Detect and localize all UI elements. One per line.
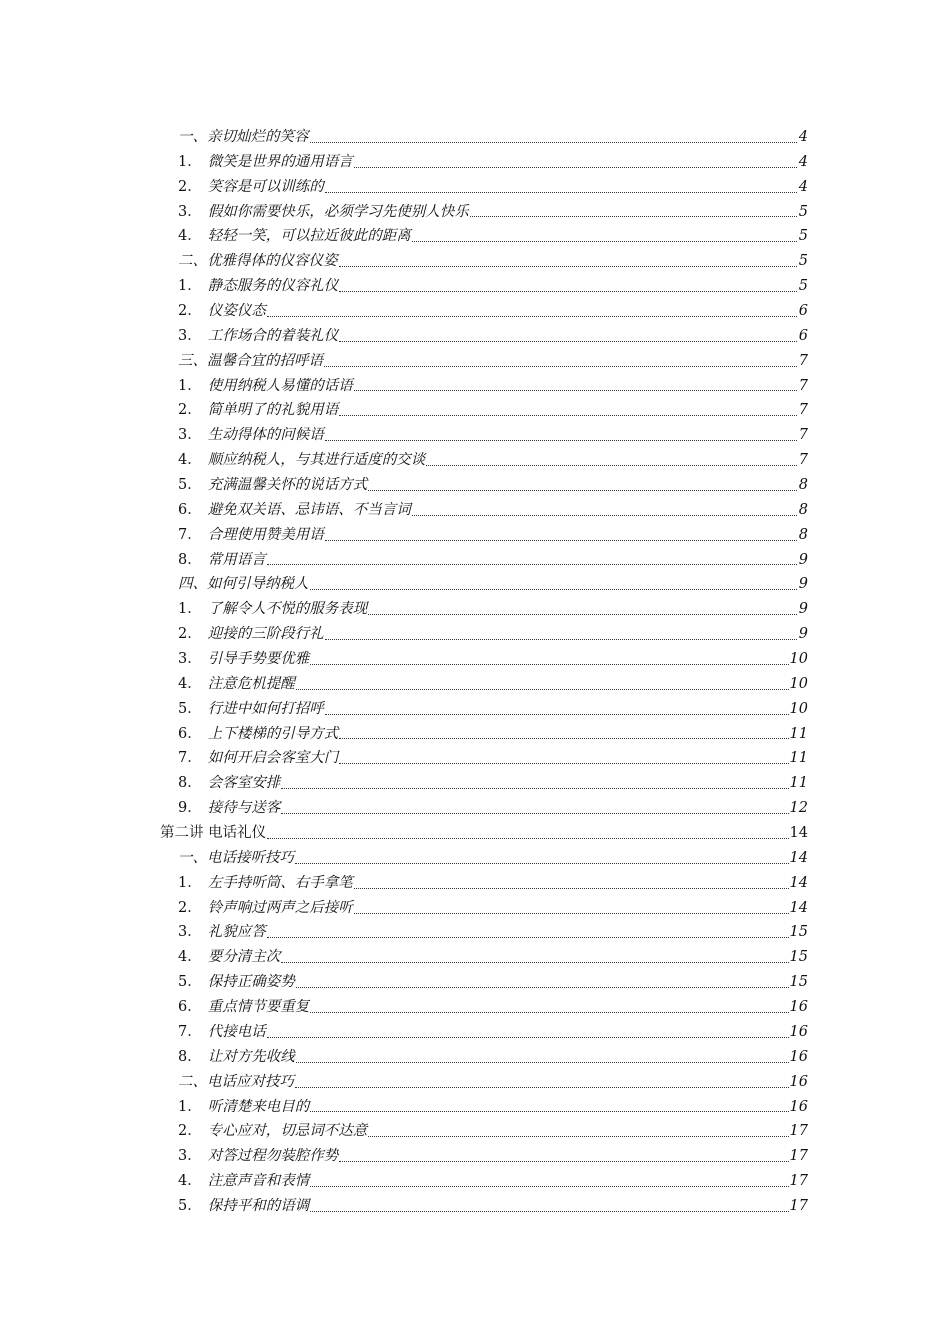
toc-entry-label [178,647,309,672]
toc-entry-label [178,622,324,647]
toc-entry-title: 礼貌应答 [207,924,266,941]
toc-entry-page-number: 15 [789,974,808,991]
dot-leader [310,1011,788,1013]
toc-entry[interactable] [160,597,808,622]
toc-entry-page-number: 7 [798,452,808,469]
toc-entry[interactable] [160,324,808,349]
toc-entry-label [178,249,338,274]
toc-entry-label [178,672,295,697]
toc-entry[interactable] [160,622,808,647]
toc-entry[interactable] [160,672,808,697]
toc-entry-page-number: 5 [798,278,808,295]
toc-entry-number: 3． [178,203,202,220]
toc-entry-title: 简单明了的礼貌用语 [207,402,339,419]
toc-entry[interactable] [160,548,808,573]
toc-entry-number: 1． [178,377,202,394]
dot-leader [339,1160,788,1162]
dot-leader [295,862,789,864]
toc-entry-title: 如何开启会客室大门 [207,750,339,767]
toc-entry-number: 1． [178,153,202,170]
toc-entry-number: 4． [178,675,202,692]
toc-entry-title: 第二讲 电话礼仪 [160,825,267,842]
toc-entry-label [178,200,469,225]
toc-entry-title: 引导手势要优雅 [207,651,310,668]
toc-entry-number: 1． [178,874,202,891]
toc-entry[interactable] [160,224,808,249]
toc-entry-page-number: 9 [798,601,808,618]
dot-leader [296,688,789,690]
toc-entry-number: 3． [178,1148,202,1165]
toc-entry-label [178,771,280,796]
toc-entry-page-number: 5 [798,203,808,220]
toc-entry-number: 1． [178,601,202,618]
dot-leader [339,290,797,292]
dot-leader [267,563,797,565]
toc-entry-page-number: 15 [789,949,808,966]
toc-entry-label [178,175,324,200]
toc-entry-number: 2． [178,303,202,319]
toc-entry-title: 四、如何引导纳税人 [178,576,309,593]
toc-entry-number: 4． [178,452,202,469]
toc-entry-title: 仪姿仪态 [207,303,266,319]
dot-leader [267,837,788,839]
toc-entry-label [178,920,266,945]
toc-entry-label [178,1045,295,1070]
toc-entry-title: 会客室安排 [207,775,281,792]
toc-entry-number: 8． [178,775,202,792]
toc-entry-label [178,1144,338,1169]
toc-entry-title: 注意危机提醒 [207,675,295,692]
toc-entry-page-number: 16 [789,1073,808,1090]
toc-entry-number: 3． [178,327,202,344]
toc-entry-label [178,125,309,150]
toc-entry[interactable] [160,200,808,225]
toc-entry-page-number: 8 [798,477,808,494]
toc-entry-page-number: 17 [789,1123,808,1140]
toc-entry-number: 8． [178,551,202,568]
toc-entry-number: 1． [178,1098,202,1115]
toc-entry-page-number: 9 [798,576,808,593]
dot-leader [368,613,797,615]
toc-entry[interactable] [160,821,808,846]
toc-entry-label [178,473,367,498]
toc-entry-label [178,597,367,622]
toc-entry-label [178,995,309,1020]
toc-entry-page-number: 10 [789,651,808,668]
toc-entry-page-number: 10 [789,700,808,717]
toc-entry[interactable] [160,1119,808,1144]
dot-leader [310,1210,788,1212]
dot-leader [296,986,789,988]
toc-entry-title: 专心应对，切忌词不达意 [207,1123,368,1140]
dot-leader [412,514,797,516]
toc-entry-title: 使用纳税人易懂的话语 [207,377,353,394]
toc-entry-page-number: 9 [798,551,808,568]
toc-entry-number: 7． [178,750,202,767]
toc-entry-title: 充满温馨关怀的说话方式 [207,477,368,494]
toc-entry[interactable] [160,995,808,1020]
toc-entry[interactable] [160,722,808,747]
dot-leader [267,315,797,317]
toc-entry-label [160,821,266,846]
toc-entry[interactable] [160,473,808,498]
toc-entry[interactable] [160,572,808,597]
dot-leader [310,663,788,665]
toc-entry-label [178,224,411,249]
dot-leader [412,240,797,242]
dot-leader [325,191,797,193]
toc-entry-page-number: 12 [789,800,808,817]
toc-entry-number: 5． [178,1197,202,1214]
toc-entry-label [178,324,338,349]
dot-leader [310,1185,788,1187]
toc-entry-title: 微笑是世界的通用语言 [207,153,353,170]
toc-entry-label [178,299,266,324]
dot-leader [354,887,789,889]
toc-entry-label [178,796,280,821]
toc-entry-title: 二、优雅得体的仪容仪姿 [178,253,338,270]
toc-entry-title: 接待与送客 [207,800,281,817]
toc-entry[interactable] [160,423,808,448]
dot-leader [339,737,788,739]
toc-entry-label [178,871,353,896]
toc-entry-number: 2． [178,899,202,916]
toc-entry-number: 2． [178,178,202,195]
toc-entry-label [178,1070,294,1095]
toc-entry-number: 6． [178,501,202,518]
toc-entry-page-number: 16 [789,1023,808,1040]
toc-entry-page-number: 17 [789,1197,808,1214]
toc-entry-number: 4． [178,1173,202,1190]
dot-leader [281,961,788,963]
toc-entry[interactable] [160,349,808,374]
dot-leader [295,1086,789,1088]
toc-entry-number: 5． [178,974,202,991]
toc-entry-page-number: 8 [798,526,808,543]
toc-entry-title: 三、温馨合宜的招呼语 [178,352,323,369]
toc-entry-page-number: 6 [798,303,808,319]
toc-entry-label [178,150,353,175]
toc-entry[interactable] [160,125,808,150]
toc-entry-title: 常用语言 [207,551,266,568]
dot-leader [281,787,788,789]
toc-entry[interactable] [160,274,808,299]
dot-leader [470,215,797,217]
toc-entry-page-number: 14 [789,899,808,916]
dot-leader [339,265,798,267]
toc-entry-page-number: 5 [798,253,808,270]
toc-entry-number: 9． [178,800,202,817]
dot-leader [325,539,797,541]
dot-leader [267,936,789,938]
toc-entry[interactable] [160,523,808,548]
toc-entry-title: 静态服务的仪容礼仪 [207,278,339,295]
toc-entry-title: 了解令人不悦的服务表现 [207,601,368,618]
toc-entry-title: 假如你需要快乐，必须学习先使别人快乐 [207,203,469,220]
toc-entry-label [178,548,266,573]
toc-entry[interactable] [160,398,808,423]
dot-leader [324,365,797,367]
toc-entry-title: 轻轻一笑，可以拉近彼此的距离 [207,228,411,245]
toc-entry-title: 迎接的三阶段行礼 [207,626,324,643]
toc-entry-number: 4． [178,228,202,245]
toc-entry-title: 对答过程勿装腔作势 [207,1148,339,1165]
toc-entry-label [178,523,324,548]
dot-leader [267,1036,789,1038]
dot-leader [339,414,797,416]
toc-entry-title: 避免双关语、忌讳语、不当言词 [207,501,411,518]
toc-entry-title: 生动得体的问候语 [207,427,324,444]
toc-entry[interactable] [160,1169,808,1194]
toc-entry-label [178,448,425,473]
toc-entry[interactable] [160,970,808,995]
toc-entry[interactable] [160,374,808,399]
toc-entry-page-number: 17 [789,1173,808,1190]
toc-entry-page-number: 7 [798,352,808,369]
toc-entry-title: 听清楚来电目的 [207,1098,310,1115]
toc-entry-page-number: 14 [789,849,808,866]
toc-entry[interactable] [160,697,808,722]
toc-entry-title: 保持平和的语调 [207,1197,310,1214]
toc-entry-page-number: 9 [798,626,808,643]
toc-entry-title: 保持正确姿势 [207,974,295,991]
toc-entry-title: 代接电话 [207,1023,266,1040]
toc-entry-number: 8． [178,1048,202,1065]
toc-entry-label [178,1194,309,1219]
dot-leader [339,762,788,764]
toc-entry-label [178,423,324,448]
toc-entry-page-number: 6 [798,327,808,344]
toc-entry-page-number: 16 [789,999,808,1016]
toc-entry-page-number: 7 [798,427,808,444]
toc-entry[interactable] [160,1020,808,1045]
toc-entry[interactable] [160,498,808,523]
toc-entry[interactable] [160,1194,808,1219]
toc-entry-label [178,572,309,597]
toc-entry-page-number: 11 [789,725,808,742]
toc-entry-title: 笑容是可以训练的 [207,178,324,195]
toc-entry-label [178,1095,309,1120]
toc-entry-page-number: 7 [798,377,808,394]
dot-leader [426,464,797,466]
toc-entry[interactable] [160,896,808,921]
toc-entry-title: 二、电话应对技巧 [178,1073,294,1090]
toc-entry-title: 顺应纳税人，与其进行适度的交谈 [207,452,426,469]
dot-leader [354,166,797,168]
toc-entry[interactable] [160,746,808,771]
toc-entry-number: 3． [178,924,202,941]
toc-entry[interactable] [160,1045,808,1070]
toc-entry-label [178,722,338,747]
toc-entry-page-number: 11 [789,775,808,792]
dot-leader [310,141,798,143]
toc-entry-page-number: 5 [798,228,808,245]
toc-entry-label [178,1119,367,1144]
dot-leader [281,812,788,814]
toc-entry[interactable] [160,945,808,970]
toc-entry-number: 5． [178,477,202,494]
toc-entry-number: 3． [178,651,202,668]
toc-entry[interactable] [160,796,808,821]
toc-entry[interactable] [160,1095,808,1120]
toc-entry-label [178,945,280,970]
toc-entry-page-number: 4 [798,178,808,195]
toc-entry[interactable] [160,771,808,796]
toc-entry-number: 1． [178,278,202,295]
toc-entry-label [178,1020,266,1045]
toc-entry[interactable] [160,175,808,200]
toc-entry-page-number: 17 [789,1148,808,1165]
dot-leader [354,389,797,391]
toc-entry-label [178,274,338,299]
toc-entry-label [178,970,295,995]
toc-entry[interactable] [160,448,808,473]
toc-entry-title: 注意声音和表情 [207,1173,310,1190]
toc-entry[interactable] [160,150,808,175]
toc-entry-number: 2． [178,402,202,419]
toc-entry[interactable] [160,647,808,672]
toc-entry-page-number: 15 [789,924,808,941]
toc-entry-title: 让对方先收线 [207,1048,295,1065]
toc-entry-label [178,374,353,399]
toc-entry[interactable] [160,299,808,324]
toc-entry-number: 2． [178,1123,202,1140]
toc-entry-number: 4． [178,949,202,966]
dot-leader [310,588,798,590]
toc-entry-label [178,896,353,921]
toc-entry[interactable] [160,249,808,274]
toc-entry-label [178,1169,309,1194]
toc-entry-number: 2． [178,626,202,643]
toc-entry-page-number: 4 [798,153,808,170]
toc-entry[interactable] [160,1070,808,1095]
toc-entry-number: 6． [178,999,202,1016]
toc-entry-label [178,398,338,423]
toc-entry-title: 一、亲切灿烂的笑容 [178,128,309,145]
toc-entry[interactable] [160,921,808,946]
dot-leader [325,439,797,441]
dot-leader [325,713,789,715]
dot-leader [368,489,797,491]
toc-entry-title: 上下楼梯的引导方式 [207,725,339,742]
toc-entry-page-number: 14 [789,874,808,891]
toc-entry-title: 行进中如何打招呼 [207,700,324,717]
toc-entry-label [178,498,411,523]
toc-entry-label [178,846,294,871]
dot-leader [339,340,797,342]
dot-leader [368,1135,788,1137]
dot-leader [354,912,789,914]
toc-entry-title: 重点情节要重复 [207,999,310,1016]
toc-entry-title: 左手持听筒、右手拿笔 [207,874,353,891]
toc-entry-page-number: 14 [789,825,808,842]
toc-entry-label [178,349,323,374]
toc-entry-number: 3． [178,427,202,444]
toc-entry-page-number: 11 [789,750,808,767]
toc-entry-title: 一、电话接听技巧 [178,849,294,866]
toc-entry-page-number: 16 [789,1098,808,1115]
dot-leader [296,1061,789,1063]
toc-entry[interactable] [160,1144,808,1169]
toc-entry[interactable] [160,846,808,871]
toc-entry-page-number: 8 [798,501,808,518]
toc-entry-label [178,697,324,722]
table-of-contents [160,125,808,1219]
dot-leader [325,638,797,640]
toc-entry[interactable] [160,871,808,896]
toc-entry-number: 7． [178,1023,202,1040]
toc-entry-page-number: 16 [789,1048,808,1065]
dot-leader [310,1110,788,1112]
toc-entry-number: 5． [178,700,202,717]
toc-entry-number: 6． [178,725,202,742]
toc-entry-title: 要分清主次 [207,949,281,966]
toc-entry-label [178,746,338,771]
toc-entry-title: 铃声响过两声之后接听 [207,899,353,916]
toc-entry-page-number: 10 [789,675,808,692]
toc-entry-number: 7． [178,526,202,543]
toc-entry-title: 合理使用赞美用语 [207,526,324,543]
toc-entry-title: 工作场合的着装礼仪 [207,327,339,344]
toc-entry-page-number: 4 [798,128,808,145]
toc-entry-page-number: 7 [798,402,808,419]
